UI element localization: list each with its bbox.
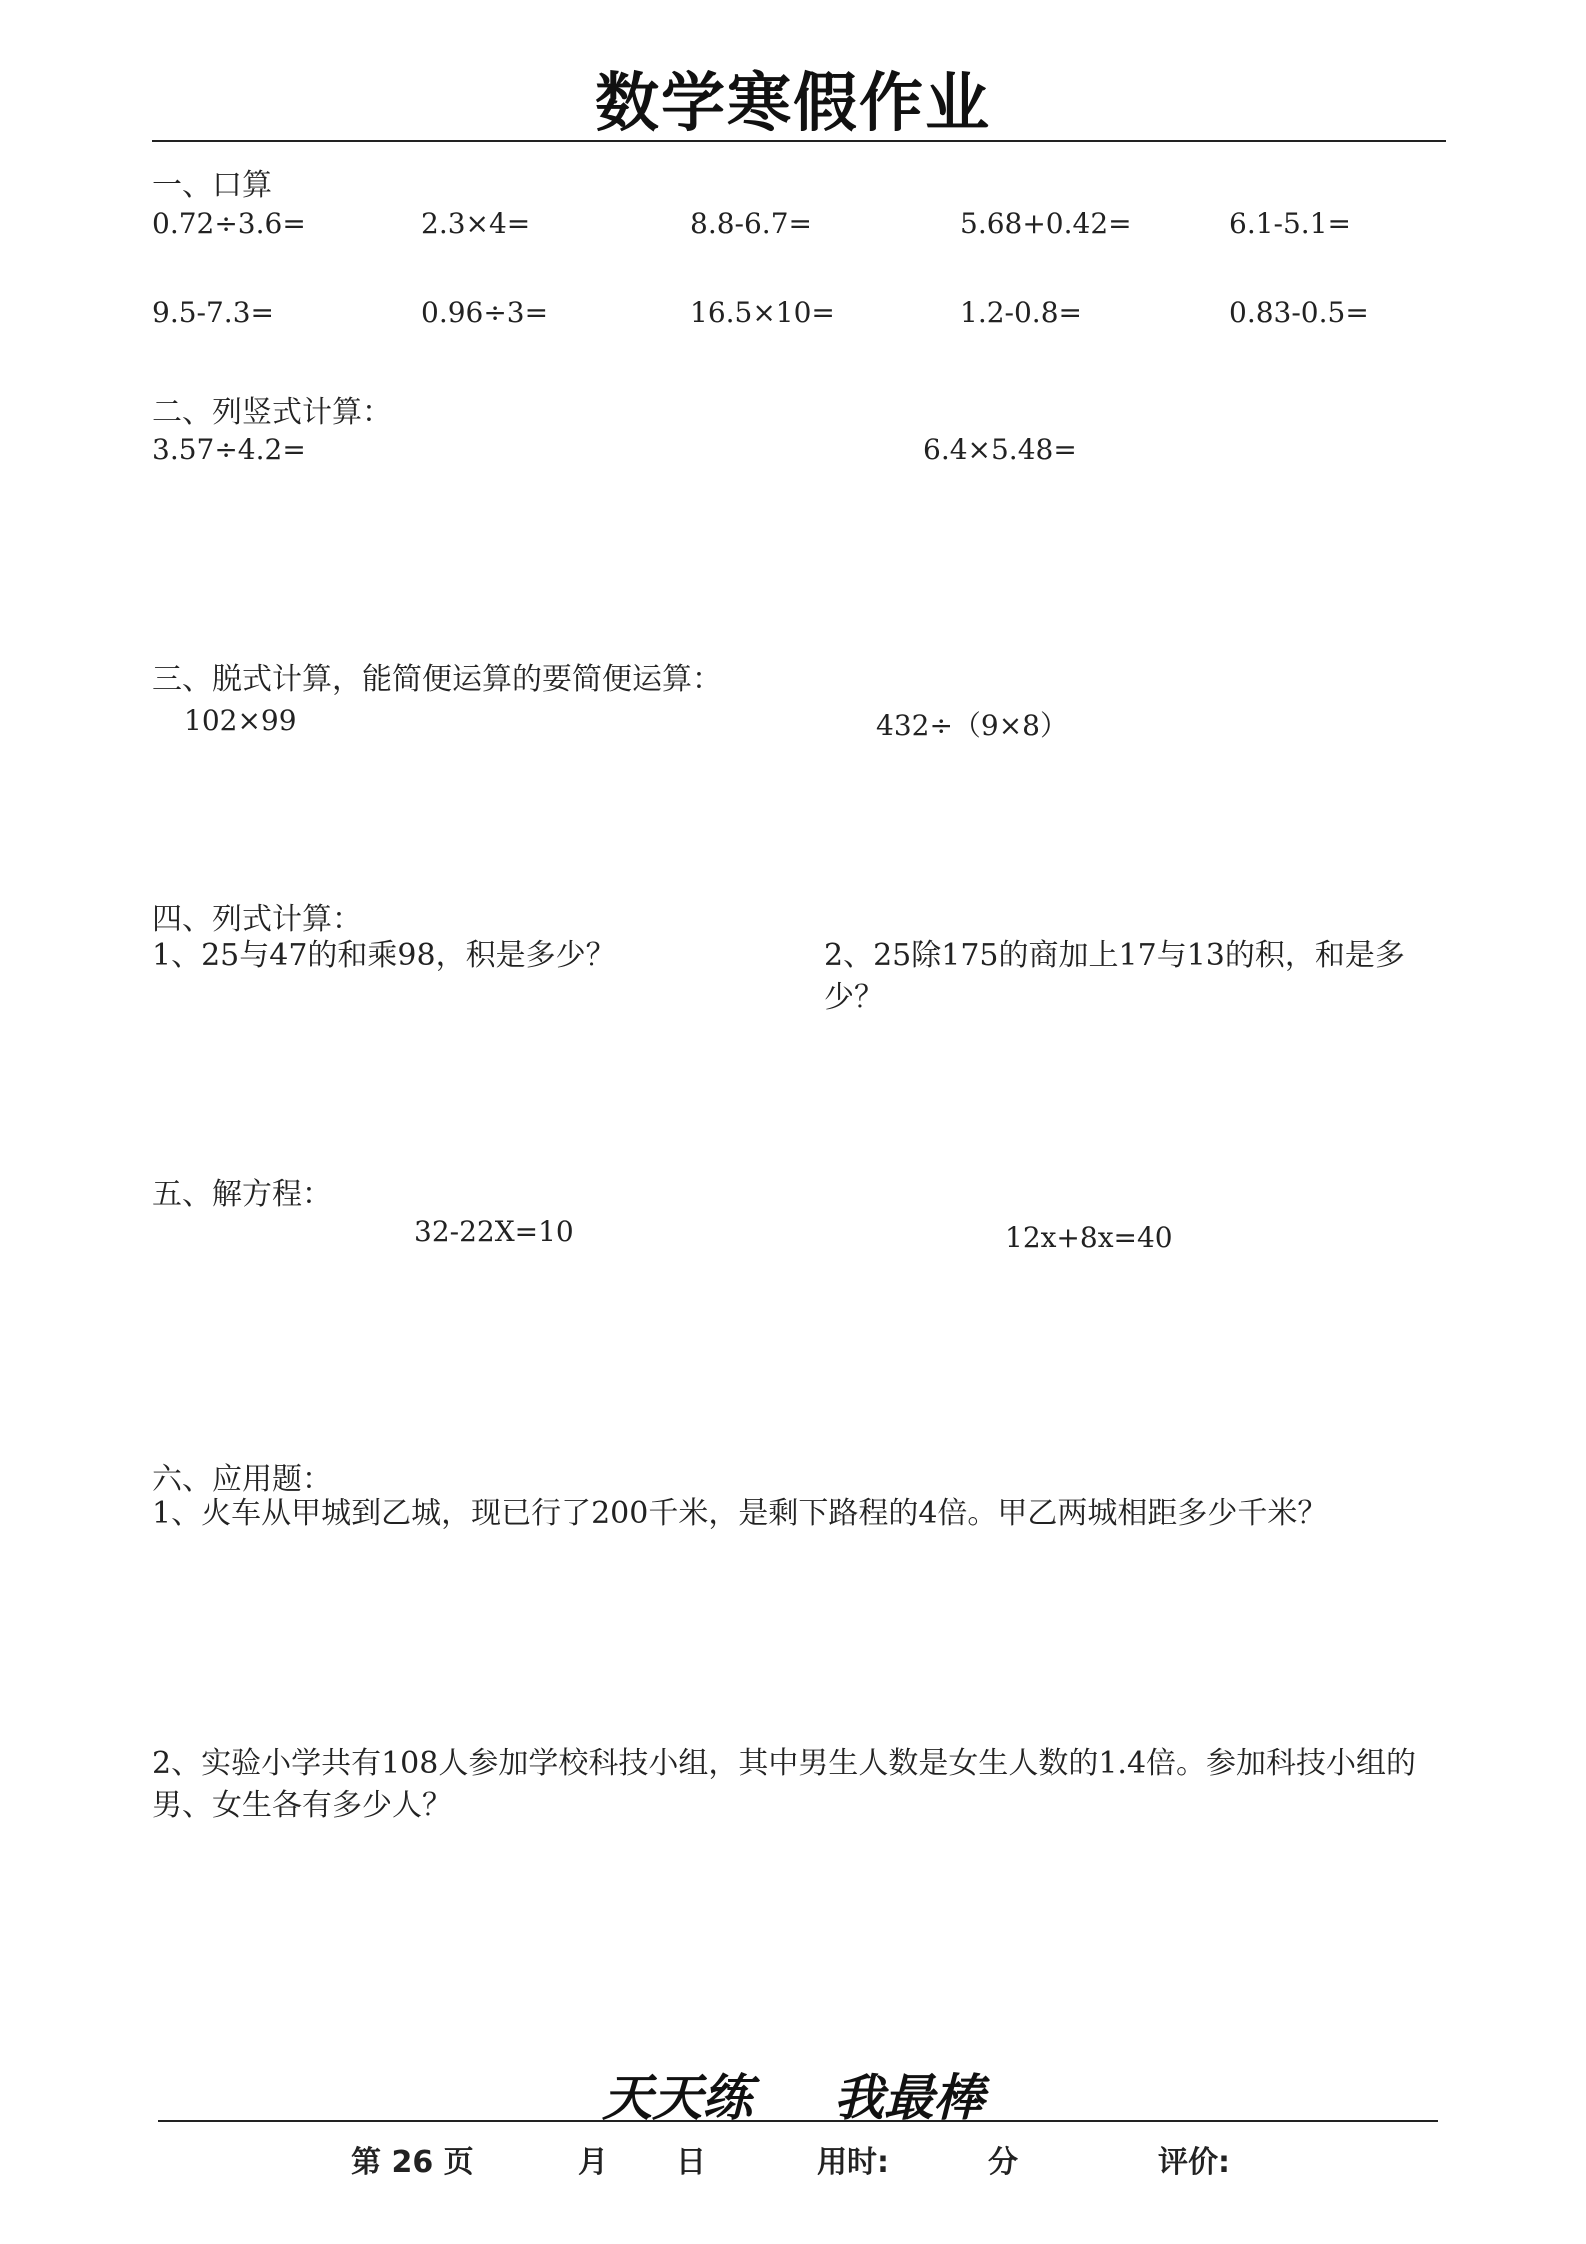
vertical-calc-problem: 3.57÷4.2=	[152, 433, 306, 466]
stepwise-problem: 432÷（9×8）	[876, 709, 1068, 742]
oral-problem: 8.8-6.7=	[690, 207, 812, 240]
expression-problem: 1、25与47的和乘98，积是多少？	[152, 938, 616, 973]
title-divider	[152, 140, 1446, 142]
page-title: 数学寒假作业	[595, 67, 991, 141]
footer-day-label: 日	[676, 2145, 706, 2180]
oral-problem: 5.68+0.42=	[960, 207, 1132, 240]
oral-problem: 0.83-0.5=	[1229, 296, 1369, 329]
section-1-heading: 一、口算	[152, 168, 272, 203]
page-number: 第 26 页	[351, 2145, 474, 2180]
oral-problem: 1.2-0.8=	[960, 296, 1082, 329]
section-3-heading: 三、脱式计算，能简便运算的要简便运算：	[152, 662, 722, 697]
equation: 12x+8x=40	[1005, 1221, 1173, 1254]
expression-problem: 2、25除175的商加上17与13的积，和是多少？	[824, 938, 1405, 1015]
word-problem: 1、火车从甲城到乙城，现已行了200千米，是剩下路程的4倍。甲乙两城相距多少千米？	[152, 1496, 1328, 1531]
footer-divider	[158, 2120, 1438, 2122]
footer-time-label: 用时:	[817, 2145, 889, 2180]
footer-rating-label: 评价:	[1158, 2145, 1230, 2180]
motto-right: 我最棒	[833, 2068, 984, 2127]
oral-problem: 6.1-5.1=	[1229, 207, 1351, 240]
oral-problem: 0.96÷3=	[421, 296, 549, 329]
oral-problem: 2.3×4=	[421, 207, 531, 240]
motto-left: 天天练	[602, 2068, 753, 2127]
stepwise-problem: 102×99	[184, 704, 297, 737]
equation: 32-22X=10	[414, 1215, 574, 1248]
section-6-heading: 六、应用题：	[152, 1462, 332, 1497]
oral-problem: 9.5-7.3=	[152, 296, 274, 329]
section-2-heading: 二、列竖式计算：	[152, 395, 392, 430]
section-4-heading: 四、列式计算：	[152, 902, 362, 937]
oral-problem: 0.72÷3.6=	[152, 207, 306, 240]
vertical-calc-problem: 6.4×5.48=	[923, 433, 1077, 466]
section-5-heading: 五、解方程：	[152, 1177, 332, 1212]
word-problem: 2、实验小学共有108人参加学校科技小组，其中男生人数是女生人数的1.4倍。参加科技小组的男、女生各有多少人？	[152, 1746, 1417, 1823]
footer-minutes-label: 分	[988, 2145, 1018, 2180]
oral-problem: 16.5×10=	[690, 296, 835, 329]
footer-month-label: 月	[578, 2145, 608, 2180]
